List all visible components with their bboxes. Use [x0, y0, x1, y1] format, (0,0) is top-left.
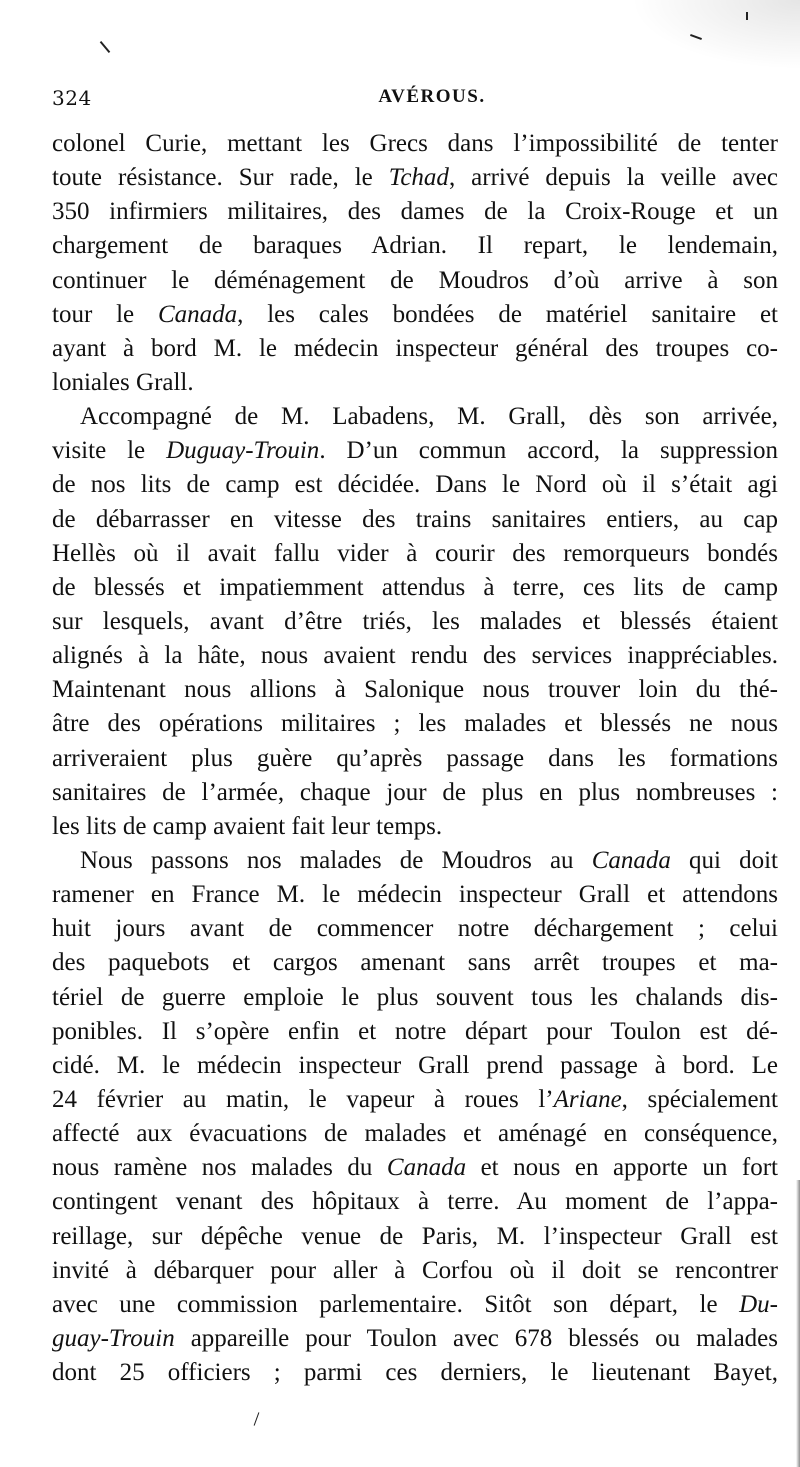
text-line — [52, 195, 778, 229]
italic-text: Canada — [386, 1154, 467, 1182]
scan-noise — [630, 0, 800, 70]
text-line — [52, 503, 778, 537]
text-segment: , spécialement — [621, 1085, 778, 1113]
text-segment: Hellès où il avait fallu vider à courir des remorqueurs bondés — [52, 539, 778, 567]
text-segment: chargement de baraques Adrian. Il repart, le lendemain, — [52, 232, 778, 260]
text-line — [52, 468, 778, 502]
italic-text: Tchad — [388, 164, 449, 192]
text-line — [52, 400, 778, 434]
text-segment: les lits de camp avaient fait leur temps. — [52, 812, 443, 840]
text-line — [52, 264, 778, 298]
text-segment: invité à débarquer pour aller à Corfou où il doit se rencontrer — [52, 1256, 778, 1284]
text-line — [52, 912, 778, 946]
text-segment: tour le — [52, 300, 158, 328]
text-line — [52, 571, 778, 605]
text-segment: contingent venant des hôpitaux à terre. Au moment de l’appa- — [52, 1188, 778, 1216]
text-line — [52, 434, 778, 468]
text-line — [52, 161, 778, 195]
text-segment: dont 25 officiers ; parmi ces derniers, le lieutenant Bayet, — [52, 1359, 778, 1387]
text-line — [52, 127, 778, 161]
text-line — [52, 981, 778, 1015]
text-segment: cidé. M. le médecin inspecteur Grall prend passage à bord. Le — [52, 1051, 778, 1079]
text-line — [52, 810, 778, 844]
text-segment: des paquebots et cargos amenant sans arrêt troupes et ma- — [52, 949, 778, 977]
text-segment: continuer le déménagement de Moudros d’où arrive à son — [52, 266, 778, 294]
text-line — [52, 366, 778, 400]
text-line — [52, 946, 778, 980]
text-segment: ramener en France M. le médecin inspecteur Grall et attendons — [52, 881, 778, 909]
text-segment: et nous en apporte un fort — [466, 1154, 778, 1182]
text-segment: toute résistance. Sur rade, le — [52, 164, 389, 192]
text-line — [52, 298, 778, 332]
scan-speck — [254, 1412, 260, 1425]
text-segment: Accompagné de M. Labadens, M. Grall, dès son arrivée, — [80, 403, 778, 431]
text-segment: sanitaires de l’armée, chaque jour de plus en plus nombreuses : — [52, 778, 778, 806]
text-segment: , arrivé depuis la veille avec — [448, 164, 778, 192]
text-line — [52, 1185, 778, 1219]
text-line — [52, 1220, 778, 1254]
text-line — [52, 639, 778, 673]
text-segment: . D’un commun accord, la suppression — [319, 437, 778, 465]
text-line — [52, 605, 778, 639]
text-segment: avec une commission parlementaire. Sitôt son départ, le — [52, 1290, 740, 1318]
italic-text: Duguay-Trouin — [166, 437, 320, 465]
text-line — [52, 742, 778, 776]
italic-text: Du- — [739, 1290, 778, 1318]
scan-speck — [100, 41, 111, 53]
text-segment: arriveraient plus guère qu’après passage dans les formations — [52, 744, 778, 772]
text-segment: nous ramène nos malades du — [52, 1154, 387, 1182]
text-segment: de blessés et impatiemment attendus à terre, ces lits de camp — [52, 573, 778, 601]
text-segment: Maintenant nous allions à Salonique nous trouver loin du thé- — [52, 676, 778, 704]
text-segment: de nos lits de camp est décidée. Dans le Nord où il s’était agi — [52, 471, 778, 499]
text-segment: ponibles. Il s’opère enfin et notre départ pour Toulon est dé- — [52, 1017, 778, 1045]
text-line — [52, 707, 778, 741]
text-segment: sur lesquels, avant d’être triés, les malades et blessés étaient — [52, 607, 778, 635]
text-segment: âtre des opérations militaires ; les malades et blessés ne nous — [52, 710, 778, 738]
text-line — [52, 1117, 778, 1151]
text-line — [52, 1151, 778, 1185]
text-segment: alignés à la hâte, nous avaient rendu des services inappréciables. — [52, 642, 778, 670]
text-segment: reillage, sur dépêche venue de Paris, M. l’inspecteur Grall est — [52, 1222, 778, 1250]
page-header — [52, 86, 772, 116]
text-line — [52, 673, 778, 707]
text-line — [52, 878, 778, 912]
text-line — [52, 844, 778, 878]
body-text — [52, 127, 778, 1390]
text-segment: ayant à bord M. le médecin inspecteur général des troupes co- — [52, 334, 778, 362]
text-segment: visite le — [52, 437, 167, 465]
text-segment: appareille pour Toulon avec 678 blessés ou malades — [174, 1324, 778, 1352]
text-line — [52, 229, 778, 263]
running-head: AVÉROUS. — [378, 86, 486, 107]
text-segment: Nous passons nos malades de Moudros au — [80, 846, 592, 874]
text-segment: 350 infirmiers militaires, des dames de la Croix-Rouge et un — [52, 198, 778, 226]
italic-text: Canada — [157, 300, 238, 328]
text-segment: loniales Grall. — [52, 368, 194, 396]
text-line — [52, 332, 778, 366]
text-segment: , les cales bondées de matériel sanitaire et — [237, 300, 778, 328]
italic-text: guay-Trouin — [52, 1324, 175, 1352]
italic-text: Ariane — [553, 1085, 622, 1113]
text-segment: huit jours avant de commencer notre déchargement ; celui — [52, 915, 778, 943]
text-segment: qui doit — [670, 846, 778, 874]
text-line — [52, 1254, 778, 1288]
text-segment: affecté aux évacuations de malades et aménagé en conséquence, — [52, 1120, 778, 1148]
italic-text: Canada — [591, 846, 671, 874]
page-edge-shadow — [796, 1180, 800, 1467]
text-line — [52, 776, 778, 810]
text-line — [52, 1015, 778, 1049]
text-segment: de débarrasser en vitesse des trains sanitaires entiers, au cap — [52, 505, 778, 533]
text-segment: colonel Curie, mettant les Grecs dans l’impossibilité de tenter — [52, 130, 778, 157]
text-line — [52, 1083, 778, 1117]
text-line — [52, 1356, 778, 1390]
text-segment: tériel de guerre emploie le plus souvent tous les chalands dis- — [52, 983, 778, 1011]
text-line — [52, 1322, 778, 1356]
text-line — [52, 537, 778, 571]
text-segment: 24 février au matin, le vapeur à roues l’ — [52, 1085, 554, 1113]
scan-speck — [746, 12, 748, 20]
page-number: 324 — [52, 86, 92, 110]
text-line — [52, 1288, 778, 1322]
text-line — [52, 1049, 778, 1083]
